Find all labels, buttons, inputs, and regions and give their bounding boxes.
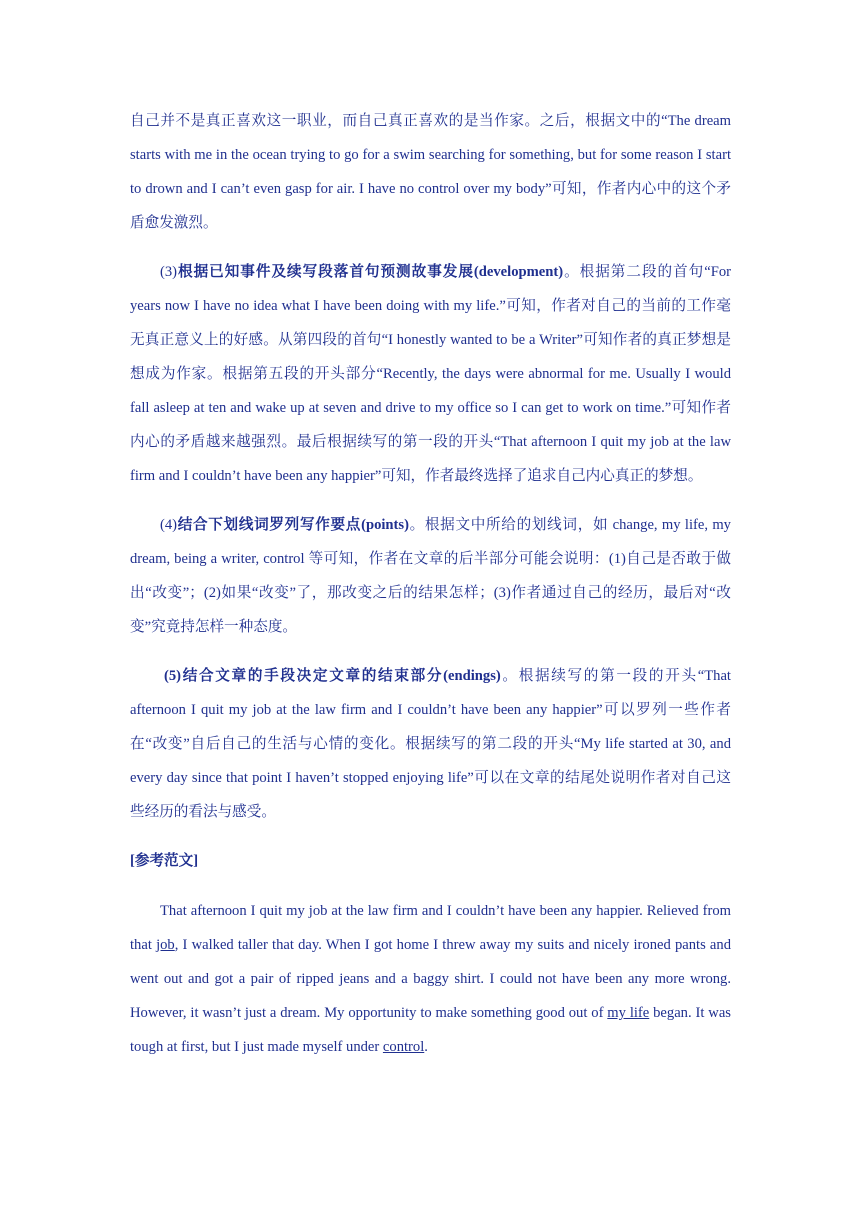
paragraph-3-heading: 结合下划线词罗列写作要点(points) bbox=[177, 517, 409, 533]
document-page bbox=[130, 104, 731, 1079]
reference-essay bbox=[130, 894, 731, 1064]
paragraph-3-body: 。根据文中所给的划线词，如 change, my life, my dream, being a writer, control 等可知，作者在文章的后半部分可能会说明：(1)自己是否敢于做出“改变”；(2)如果“改变”了，那改变之后的结果怎样；(3)作者通过自己的经历，最后对“改变”究竟持怎样一种态度。 bbox=[130, 517, 731, 635]
essay-text-2: , I walked taller that day. When I got home I threw away my suits and nicely ironed pants and went out and got a pair of ripped jeans and a baggy shirt. I could not have been any more wrong. However, it wasn’t just a dream. My opportunity to make something good out of bbox=[130, 937, 731, 1021]
paragraph-4-heading: (5)结合文章的手段决定文章的结束部分(endings) bbox=[164, 668, 501, 684]
paragraph-4 bbox=[130, 659, 731, 829]
essay-underline-job: job bbox=[156, 937, 175, 953]
paragraph-1: 自己并不是真正喜欢这一职业，而自己真正喜欢的是当作家。之后，根据文中的“The dream starts with me in the ocean trying to go for a swim searching for something, but for some reason I start to drown and I can’t even gasp for air. I have no control over my body”可知，作者内心中的这个矛盾愈发激烈。 bbox=[130, 113, 731, 231]
essay-underline-my-life: my life bbox=[607, 1005, 650, 1021]
paragraph-4-body: 。根据续写的第一段的开头“That afternoon I quit my job at the law firm and I couldn’t have been any happier”可以罗列一些作者在“改变”自后自己的生活与心情的变化。根据续写的第二段的开头“My life started at 30, and every day since that point I haven’t stopped enjoying life”可以在文章的结尾处说明作者对自己这些经历的看法与感受。 bbox=[130, 668, 731, 820]
essay-text-4: . bbox=[424, 1039, 428, 1055]
paragraph-2-lead: (3) bbox=[160, 264, 178, 280]
paragraph-3 bbox=[130, 508, 731, 644]
reference-essay-heading: [参考范文] bbox=[130, 853, 199, 869]
paragraph-3-lead: (4) bbox=[160, 517, 178, 533]
essay-text-3: began. It was tough at first, but I just made myself under bbox=[130, 1005, 731, 1055]
essay-underline-control: control bbox=[382, 1039, 425, 1055]
paragraph-2-heading: 根据已知事件及续写段落首句预测故事发展(development) bbox=[177, 264, 564, 280]
paragraph-2 bbox=[130, 255, 731, 493]
essay-text-1: That afternoon I quit my job at the law firm and I couldn’t have been any happier. Relieved from that bbox=[130, 903, 731, 953]
paragraph-2-body: 。根据第二段的首句“For years now I have no idea what I have been doing with my life.”可知，作者对自己的当前的工作毫无真正意义上的好感。从第四段的首句“I honestly wanted to be a Writer”可知作者的真正梦想是想成为作家。根据第五段的开头部分“Recently, the days were abnormal for me. Usually I would fall asleep at ten and wake up at seven and drive to my office so I can get to work on time.”可知作者内心的矛盾越来越强烈。最后根据续写的第一段的开头“That afternoon I quit my job at the law firm and I couldn’t have been any happier”可知，作者最终选择了追求自己内心真正的梦想。 bbox=[130, 264, 731, 484]
